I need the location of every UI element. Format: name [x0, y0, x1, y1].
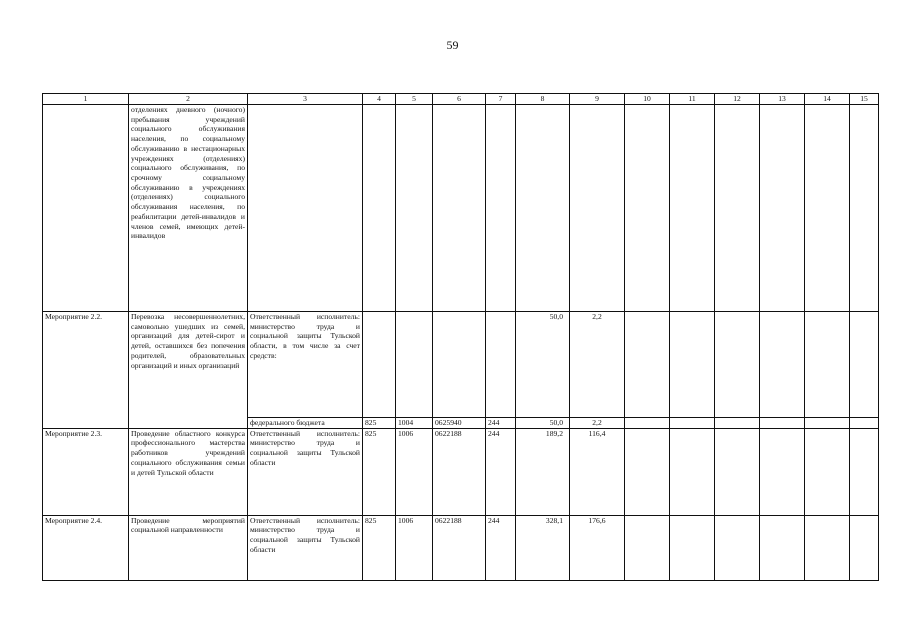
- csr-cell: [433, 105, 486, 312]
- empty-cell: [625, 312, 670, 418]
- column-number: 15: [850, 94, 879, 105]
- rz-pr-cell: 1006: [396, 515, 433, 580]
- empty-cell: [625, 105, 670, 312]
- empty-cell: [850, 105, 879, 312]
- rz-pr-cell: [396, 312, 433, 418]
- table-row: [43, 105, 879, 312]
- empty-cell: [670, 312, 715, 418]
- vr-cell: 244: [486, 428, 516, 515]
- column-number: 4: [363, 94, 396, 105]
- value-cell: 328,1: [516, 515, 570, 580]
- vr-cell: [486, 312, 516, 418]
- empty-cell: [670, 418, 715, 429]
- csr-cell: 0622188: [433, 515, 486, 580]
- activity-cell: [43, 105, 129, 312]
- column-number: 13: [760, 94, 805, 105]
- empty-cell: [715, 312, 760, 418]
- column-number: 8: [516, 94, 570, 105]
- gr-cell: [363, 312, 396, 418]
- column-number: 3: [248, 94, 363, 105]
- rz-pr-cell: 1006: [396, 428, 433, 515]
- column-number: 14: [805, 94, 850, 105]
- executor-cell: Ответственный исполнитель: министерство труда и социальной защиты Тульской области, в том числе за счет средств:: [248, 312, 363, 418]
- empty-cell: [850, 418, 879, 429]
- empty-cell: [715, 105, 760, 312]
- description-cell: Проведение мероприятий социальной направленности: [129, 515, 248, 580]
- empty-cell: [670, 105, 715, 312]
- activity-cell: Мероприятие 2.4.: [43, 515, 129, 580]
- empty-cell: [625, 428, 670, 515]
- gr-cell: 825: [363, 428, 396, 515]
- gr-cell: [363, 105, 396, 312]
- rz-pr-cell: 1004: [396, 418, 433, 429]
- value-cell: 176,6: [570, 515, 625, 580]
- table-row: [43, 312, 879, 418]
- empty-cell: [805, 418, 850, 429]
- empty-cell: [760, 428, 805, 515]
- executor-cell: [248, 105, 363, 312]
- gr-cell: 825: [363, 515, 396, 580]
- column-number: 9: [570, 94, 625, 105]
- empty-cell: [805, 428, 850, 515]
- column-number: 7: [486, 94, 516, 105]
- gr-cell: 825: [363, 418, 396, 429]
- empty-cell: [850, 515, 879, 580]
- empty-cell: [850, 428, 879, 515]
- column-number: 6: [433, 94, 486, 105]
- vr-cell: [486, 105, 516, 312]
- empty-cell: [760, 105, 805, 312]
- value-cell: 2,2: [570, 312, 625, 418]
- csr-cell: [433, 312, 486, 418]
- csr-cell: 0622188: [433, 428, 486, 515]
- description-cell: Перевозка несовершеннолетних, самовольно ушедших из семей, организаций для детей-сирот и детей, оставшихся без попечения родителей, образовательных организаций и иных организаций: [129, 312, 248, 429]
- column-number: 10: [625, 94, 670, 105]
- page-number: 59: [446, 38, 459, 52]
- vr-cell: 244: [486, 418, 516, 429]
- program-table: [42, 93, 879, 581]
- description-cell: отделениях дневного (ночного) пребывания учреждений социального обслуживания населения, по социальному обслуживанию в нестационарных учреждениях (отделениях) социального обслуживания, по срочному социальному обслуживанию в учреждениях (отделениях) социального обслуживания населения, по реабилитации детей-инвалидов и членов семей, имеющих детей-инвалидов: [129, 105, 248, 312]
- column-number: 11: [670, 94, 715, 105]
- value-cell: 50,0: [516, 312, 570, 418]
- value-cell: 116,4: [570, 428, 625, 515]
- csr-cell: 0625940: [433, 418, 486, 429]
- empty-cell: [850, 312, 879, 418]
- activity-cell: Мероприятие 2.2.: [43, 312, 129, 429]
- empty-cell: [715, 515, 760, 580]
- empty-cell: [715, 418, 760, 429]
- value-cell: 189,2: [516, 428, 570, 515]
- empty-cell: [625, 418, 670, 429]
- column-number: 1: [43, 94, 129, 105]
- description-cell: Проведение областного конкурса профессионального мастерства работников учреждений социального обслуживания семьи и детей Тульской области: [129, 428, 248, 515]
- column-number-row: [43, 94, 879, 105]
- empty-cell: [805, 515, 850, 580]
- executor-cell: Ответственный исполнитель: министерство труда и социальной защиты Тульской области: [248, 428, 363, 515]
- executor-cell: Ответственный исполнитель: министерство труда и социальной защиты Тульской области: [248, 515, 363, 580]
- column-number: 2: [129, 94, 248, 105]
- empty-cell: [760, 418, 805, 429]
- empty-cell: [670, 428, 715, 515]
- vr-cell: 244: [486, 515, 516, 580]
- empty-cell: [715, 428, 760, 515]
- empty-cell: [625, 515, 670, 580]
- value-cell: 50,0: [516, 418, 570, 429]
- executor-cell: федерального бюджета: [248, 418, 363, 429]
- column-number: 5: [396, 94, 433, 105]
- empty-cell: [805, 105, 850, 312]
- table-row: [43, 515, 879, 580]
- empty-cell: [805, 312, 850, 418]
- empty-cell: [670, 515, 715, 580]
- column-number: 12: [715, 94, 760, 105]
- empty-cell: [760, 312, 805, 418]
- activity-cell: Мероприятие 2.3.: [43, 428, 129, 515]
- table-row: [43, 428, 879, 515]
- value-cell: 2,2: [570, 418, 625, 429]
- value-cell: [516, 105, 570, 312]
- rz-pr-cell: [396, 105, 433, 312]
- value-cell: [570, 105, 625, 312]
- empty-cell: [760, 515, 805, 580]
